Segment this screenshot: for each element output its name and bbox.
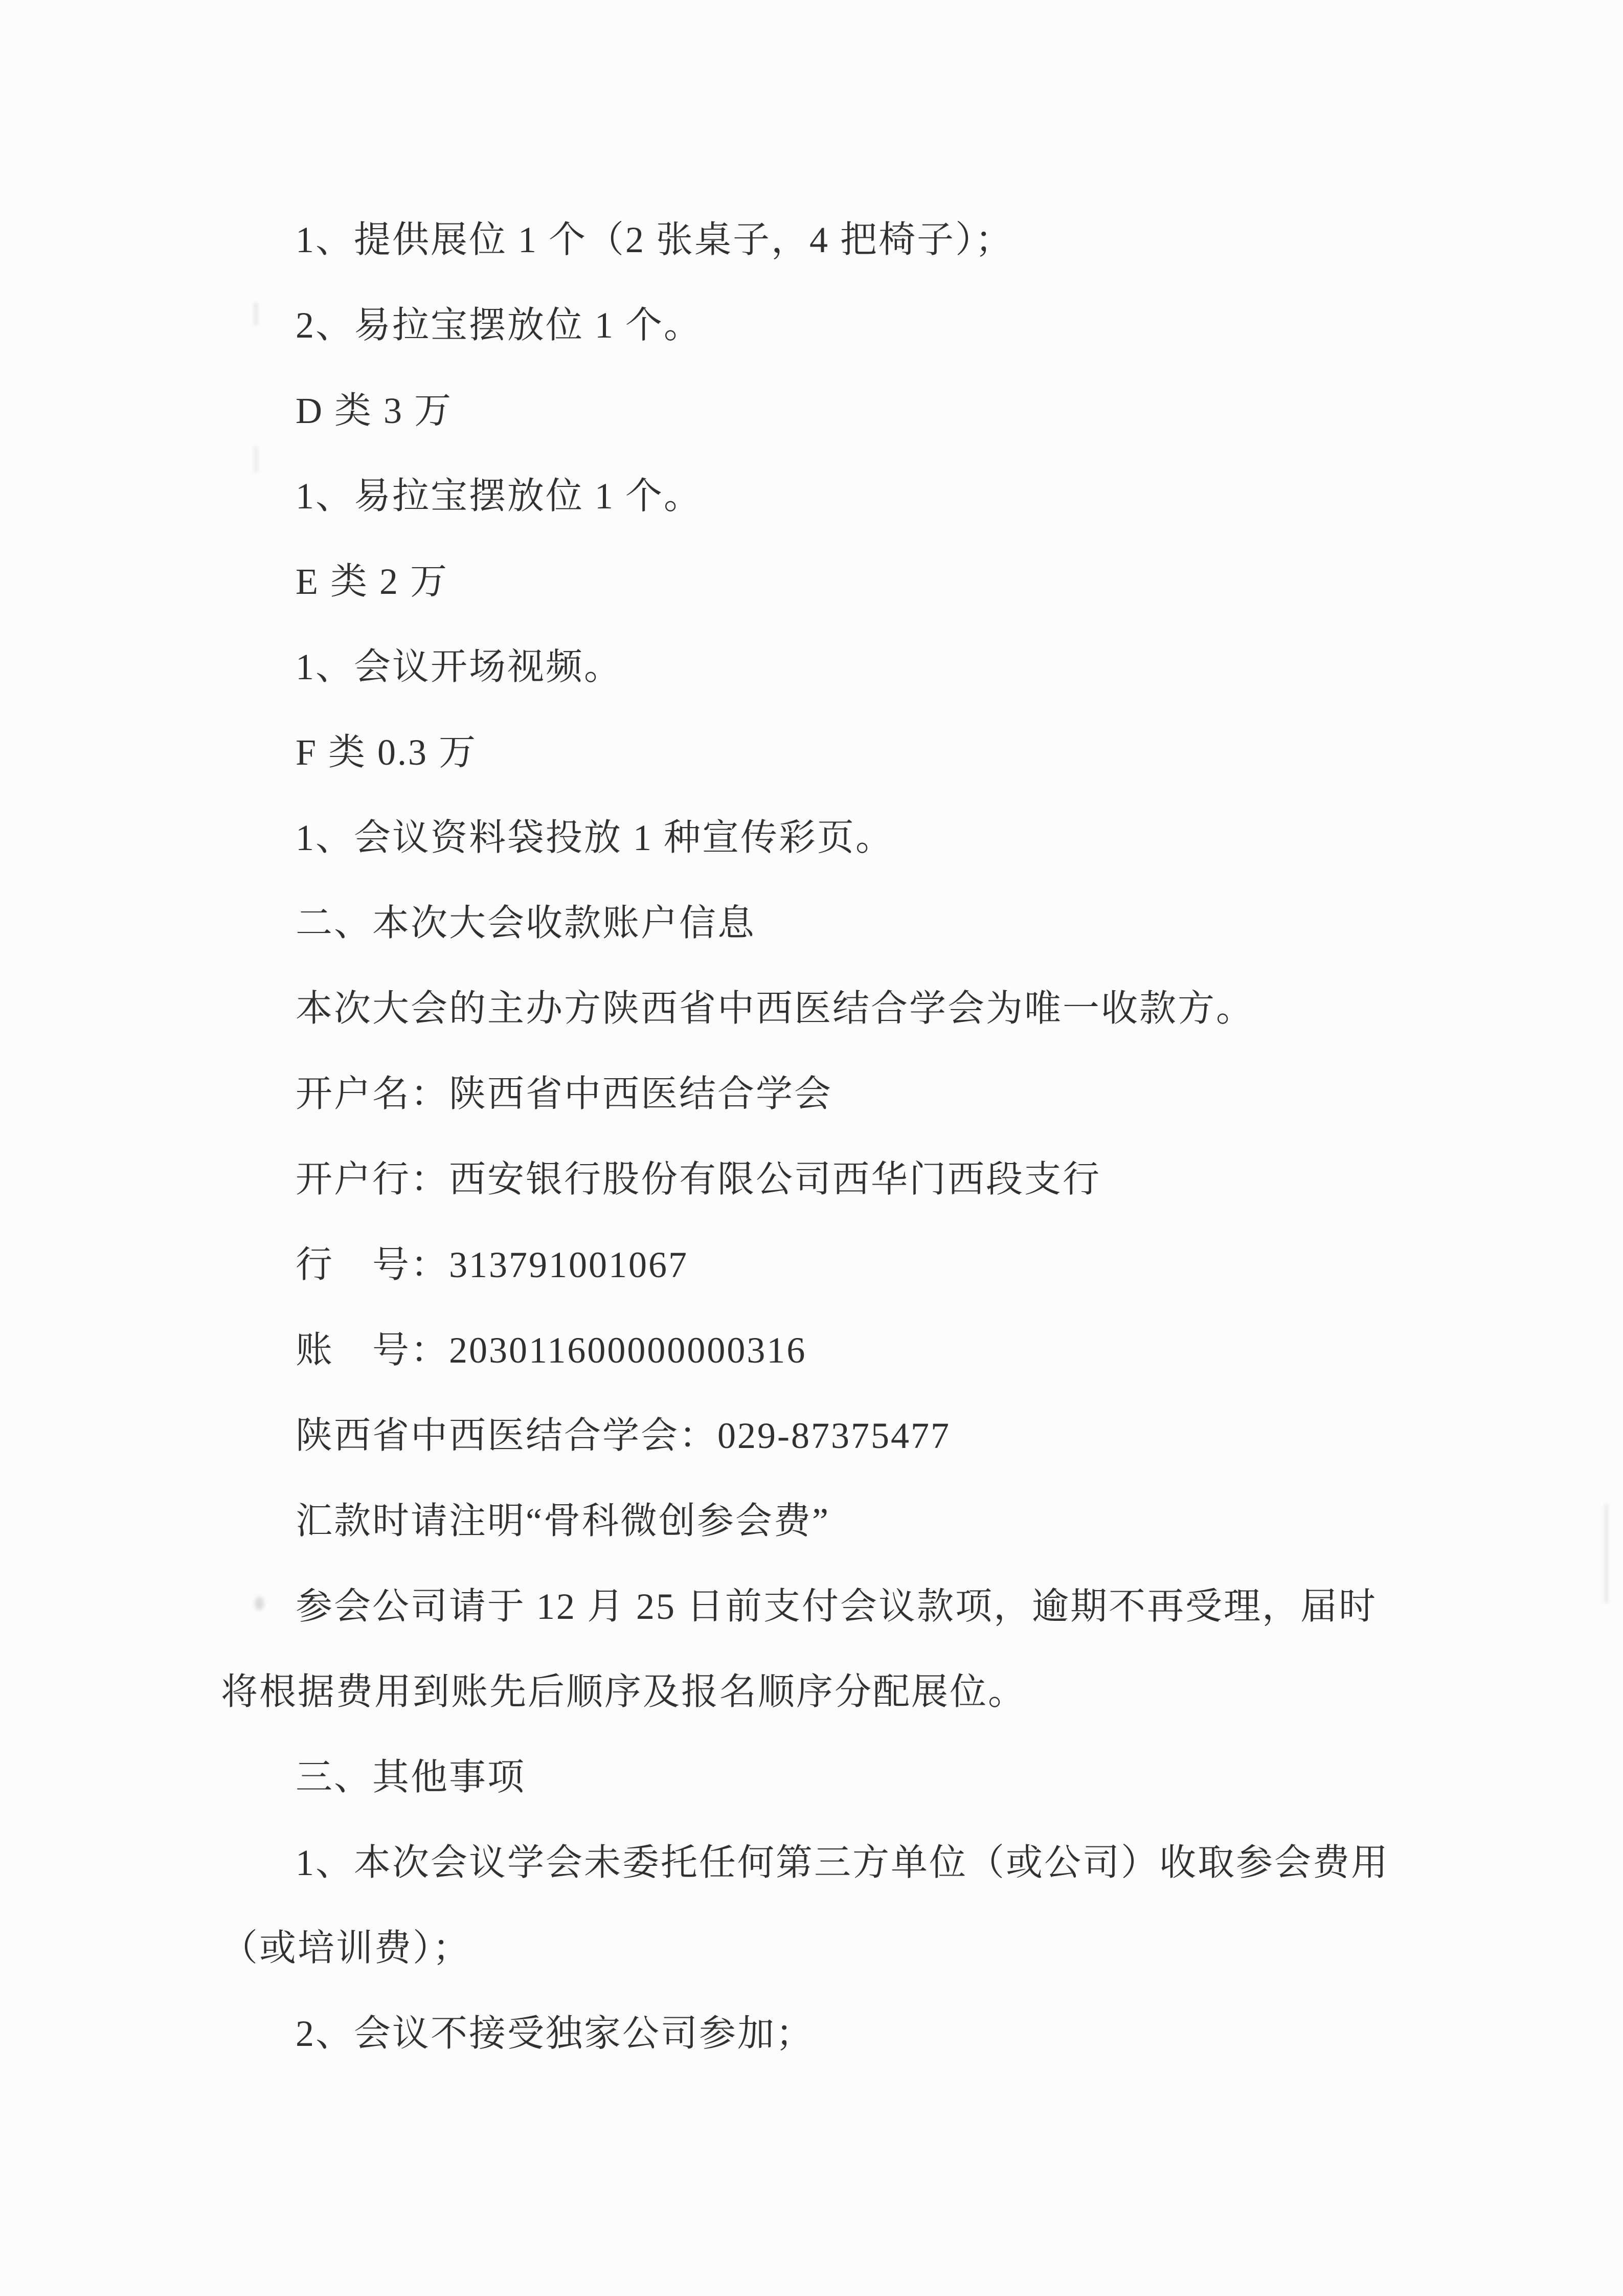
doc-line-10: 本次大会的主办方陕西省中西医结合学会为唯一收款方。 bbox=[296, 988, 1255, 1029]
doc-line-16: 汇款时请注明“骨科微创参会费” bbox=[296, 1501, 830, 1542]
doc-line-20: 1、本次会议学会未委托任何第三方单位（或公司）收取参会费用 bbox=[296, 1842, 1390, 1883]
doc-line-9: 二、本次大会收款账户信息 bbox=[296, 903, 756, 944]
doc-line-8: 1、会议资料袋投放 1 种宣传彩页。 bbox=[296, 817, 894, 858]
doc-line-4: 1、易拉宝摆放位 1 个。 bbox=[296, 476, 703, 517]
doc-line-2: 2、易拉宝摆放位 1 个。 bbox=[296, 305, 703, 346]
doc-line-17: 参会公司请于 12 月 25 日前支付会议款项，逾期不再受理，届时 bbox=[296, 1586, 1378, 1627]
doc-line-22: 2、会议不接受独家公司参加； bbox=[296, 2013, 815, 2054]
document-body bbox=[221, 197, 1393, 2077]
doc-line-21: （或培训费）； bbox=[221, 1928, 471, 1969]
doc-line-11: 开户名：陕西省中西医结合学会 bbox=[296, 1074, 833, 1114]
doc-line-18: 将根据费用到账先后顺序及报名顺序分配展位。 bbox=[221, 1671, 1027, 1712]
doc-line-1: 1、提供展位 1 个（2 张桌子，4 把椅子）； bbox=[296, 219, 1014, 260]
doc-line-19: 三、其他事项 bbox=[296, 1757, 526, 1798]
doc-line-12: 开户行：西安银行股份有限公司西华门西段支行 bbox=[296, 1159, 1101, 1200]
doc-line-13: 行 号：313791001067 bbox=[296, 1244, 689, 1285]
doc-line-7: F 类 0.3 万 bbox=[296, 732, 478, 773]
doc-line-5: E 类 2 万 bbox=[296, 561, 448, 602]
doc-line-3: D 类 3 万 bbox=[296, 390, 453, 431]
doc-line-6: 1、会议开场视频。 bbox=[296, 647, 623, 687]
doc-line-15: 陕西省中西医结合学会：029-87375477 bbox=[296, 1415, 951, 1456]
scan-artifact-streak bbox=[1605, 1504, 1608, 1603]
doc-line-14: 账 号：203011600000000316 bbox=[296, 1330, 807, 1371]
